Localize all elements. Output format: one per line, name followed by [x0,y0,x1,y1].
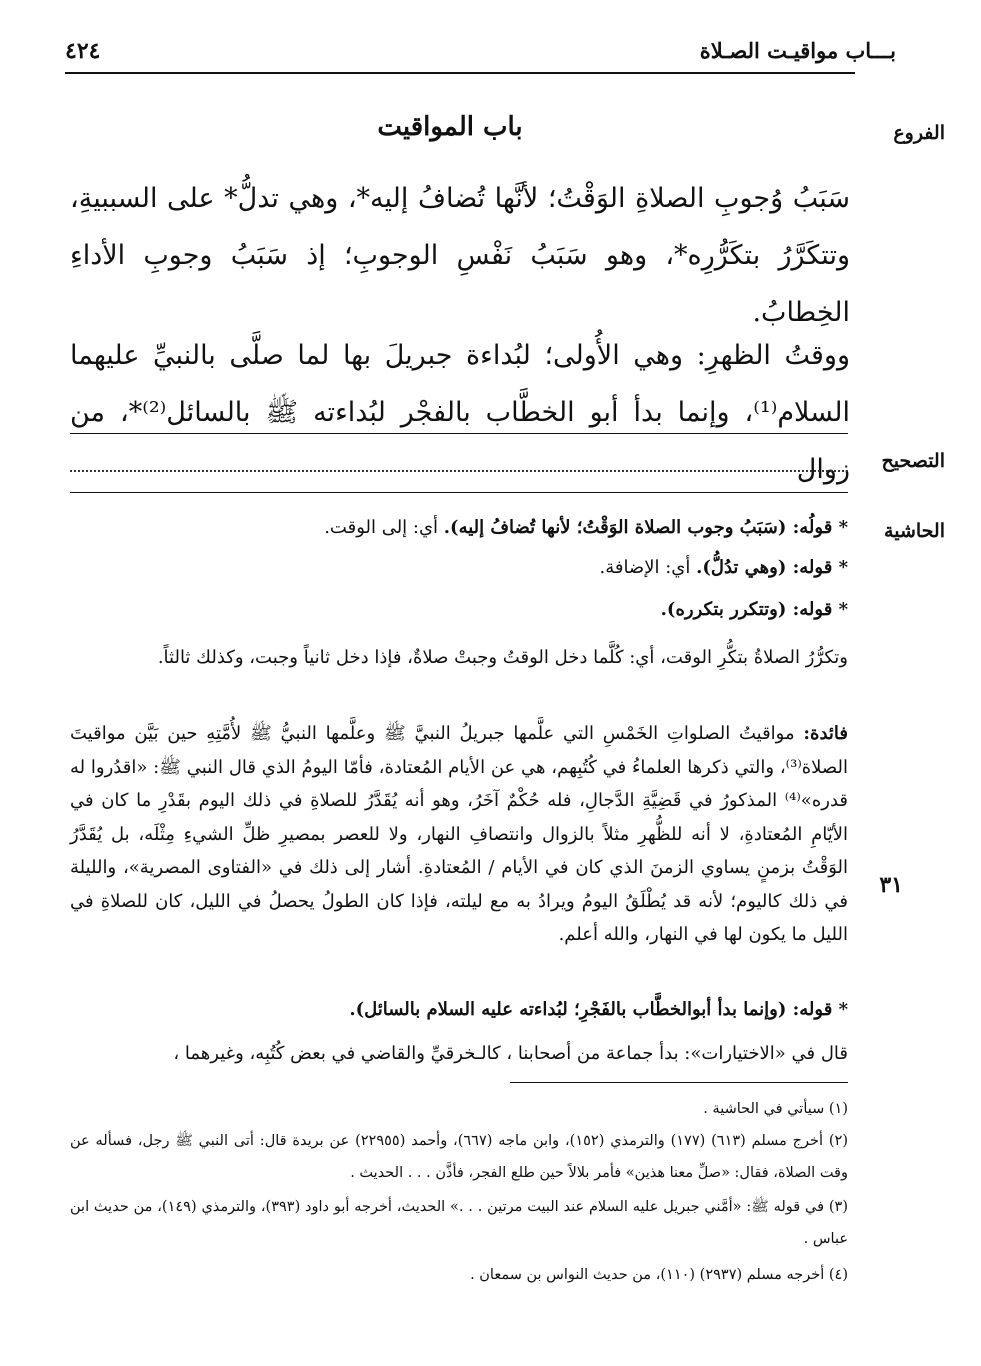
header-rule [65,72,855,74]
footnote-1: (١) سيأتي في الحاشية . [703,1101,848,1117]
hashiya-entry [70,992,848,1028]
tasheeh-dotted-line [70,470,848,474]
hashiya-faida-text: مواقيتُ الصلواتِ الخَمْسِ التي علَّمها جبريلُ النبيَّ ﷺ وعلَّمها النبيُّ ﷺ لأُمَّتِهِ حين بَيَّن مواقيتَ الصلاة⁽³⁾، والتي ذكرها العلماءُ في كُتُبِهم، هي عن الأيام المُعتادة، فأمّا اليومُ الذي قال النبي ﷺ: «اقدُروا له قدره»⁽⁴⁾ المذكورُ في قَضِيَّةِ الدَّجالِ، فله حُكْمٌ آخَرُ، وهو أنه يُقَدَّرُ للصلاةِ في ذلك اليوم بقَدْرِ ما كان في الأيّامِ المُعتادةِ، لا أنه للظُّهرِ مثلاً بالزوال وانتصافِ النهار، ولا للعصر بمصيرِ ظلِّ الشيءِ مِثْلَه، بل يُقَدَّرُ الوَقْتُ بزمنٍ يساوي الزمنَ الذي كان في الأيام / المُعتادةِ. أشار إلى ذلك في «الفتاوى المصرية»، والليلة في ذلك كاليوم؛ لأنه قد يُطْلَقُ اليومُ ويرادُ به مع ليلته، فإذا كان الطولُ يحصلُ في الليل، كان للصلاةِ في الليل ما يكون لها في النهار، والله أعلم. [70,723,848,945]
main-text-rule [70,433,848,434]
footnote-3: (٣) في قوله ﷺ: «أمَّني جبريل عليه السلام عند البيت مرتين . . .» الحديث، أخرجه أبو داود (٣٩٣)، والترمذي (١٤٩)، من حديث ابن عباس . [70,1199,849,1247]
hashiya-rule [70,492,848,493]
hashiya-entry [70,550,848,586]
chapter-title: باب المواقيت [377,112,523,142]
footnote-rule [510,1082,848,1083]
hashiya-entry-text: قال في «الاختيارات»: بدأ جماعة من أصحابنا ، كالـخرقيِّ والقاضي في بعض كُتُبِه، وغيرهما ، [173,1043,848,1064]
hashiya-entry-label: * قوله: (وإنما بدأ أبوالخطَّاب بالفَجْرِ؛ لبُداءته عليه السلام بالسائل). [349,999,848,1020]
side-label-tasheeh: التصحيح [881,450,945,472]
hashiya-entry [70,1036,848,1072]
hashiya-entry-text: أي: إلى الوقت. [324,517,444,538]
hashiya-entry-text: وتكرُّرُ الصلاةُ بتكُّرِ الوقت، أي: كُلَّما دخل الوقتُ وجبتْ صلاةٌ، فإذا دخل ثانياً وجبت، وكذلك ثالثاً. [157,647,848,668]
hashiya-faida [70,717,848,952]
footnote-4: (٤) أخرجه مسلم (٢٩٣٧) (١١٠)، من حديث النواس بن سمعان . [470,1267,848,1283]
page-number: ٤٢٤ [65,38,101,64]
side-label-hashiya: الحاشية [884,520,945,542]
main-paragraph-2: ووقتُ الظهرِ: وهي الأُولى؛ لبُداءة جبريلَ بها لما صلَّى بالنبيِّ عليهما السلام⁽¹⁾، وإنما بدأ أبو الخطَّاب بالفجْر لبُداءته ﷺ بالسائل⁽²⁾*، من زوال [70,340,850,485]
footnote-2: (٢) أخرج مسلم (٦١٣) (١٧٧) والترمذي (١٥٢)، وابن ماجه (٦٦٧)، وأحمد (٢٢٩٥٥) عن بريدة قال: أتى النبي ﷺ رجل، فسأله عن وقت الصلاة، فقال: «صلِّ معنا هذين» فأمر بلالاً حين طلع الفجر، فأذَّن . . . الحديث . [70,1133,848,1181]
main-paragraph-1: سَبَبُ وُجوبِ الصلاةِ الوَقْتُ؛ لأنَّها تُضافُ إليه*، وهي تدلُّ* على السببيةِ، وتتكَرَّرُ بتكَرُّرِه*، وهو سَبَبُ نَفْسِ الوجوبِ؛ إذ سَبَبُ وجوبِ الأداءِ الخِطابُ. [70,183,850,328]
margin-page-reference: ٣١ [879,872,903,898]
hashiya-entry [70,640,848,676]
hashiya-entry [70,592,848,628]
hashiya-entry-label: * قوله: (وتتكرر بتكرره). [660,599,848,620]
hashiya-entry-text: أي: الإضافة. [599,557,697,578]
hashiya-entry-label: * قولُه: (سَبَبُ وجوب الصلاة الوَقْتُ؛ لأنها تُضافُ إليه). [443,517,848,538]
side-label-furoo: الفروع [893,122,945,144]
running-header-title: بـــاب مواقيـت الصـلاة [699,38,896,63]
hashiya-entry-label: * قوله: (وهي تدُلُّ). [696,557,848,578]
hashiya-faida-label: فائدة: [803,723,848,744]
hashiya-entry [70,510,848,546]
